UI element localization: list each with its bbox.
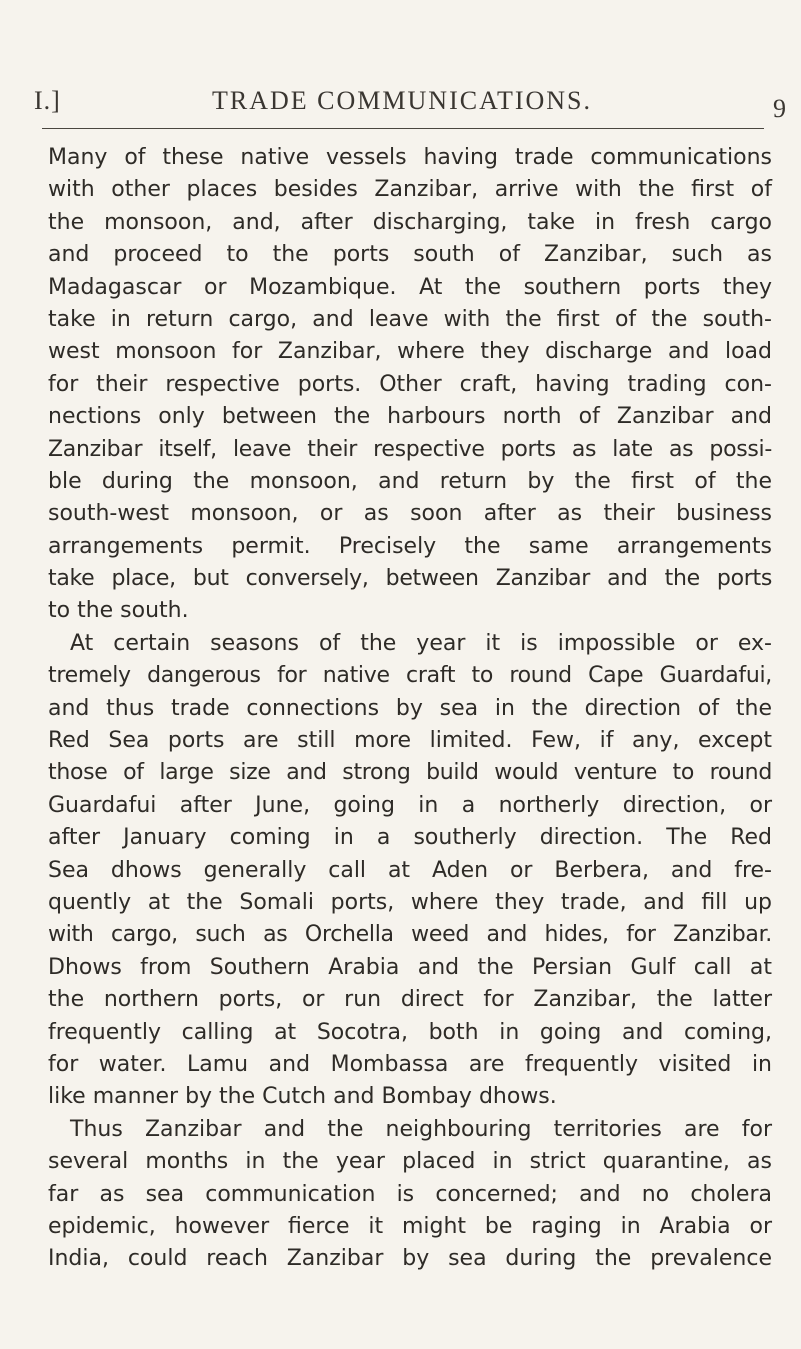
chapter-number: I.]	[34, 86, 61, 115]
text-line: Zanzibar itself, leave their respective ports as late as possi-	[48, 436, 772, 462]
text-line: far as sea communication is concerned; and no cholera	[48, 1181, 772, 1207]
text-line: like manner by the Cutch and Bombay dhows.	[48, 1084, 557, 1110]
text-line: At certain seasons of the year it is impossible or ex-	[70, 630, 772, 656]
text-line: Sea dhows generally call at Aden or Berbera, and fre-	[48, 857, 772, 883]
text-line: after January coming in a southerly direction. The Red	[48, 825, 772, 851]
text-line: Guardafui after June, going in a northerly direction, or	[48, 792, 772, 818]
text-line: and thus trade connections by sea in the direction of the	[48, 695, 772, 721]
text-line: Many of these native vessels having trade communications	[48, 145, 772, 170]
text-line: west monsoon for Zanzibar, where they discharge and load	[48, 339, 772, 365]
text-line: several months in the year placed in strict quarantine, as	[48, 1149, 772, 1175]
text-line: the monsoon, and, after discharging, take in fresh cargo	[48, 209, 772, 235]
text-line: Thus Zanzibar and the neighbouring territories are for	[70, 1116, 772, 1142]
text-line: nections only between the harbours north of Zanzibar and	[48, 404, 772, 430]
text-line: south-west monsoon, or as soon after as their business	[48, 501, 772, 527]
text-line: to the south.	[48, 598, 189, 624]
text-line: with other places besides Zanzibar, arrive with the first of	[48, 177, 772, 203]
text-line: for water. Lamu and Mombassa are frequently visited in	[48, 1051, 772, 1077]
text-line: Dhows from Southern Arabia and the Persian Gulf call at	[48, 954, 772, 980]
running-title: TRADE COMMUNICATIONS.	[212, 86, 593, 115]
running-head	[30, 86, 792, 126]
page-number: 9	[773, 94, 786, 123]
header-rule	[42, 128, 764, 129]
text-line: Red Sea ports are still more limited. Few, if any, except	[48, 728, 772, 754]
text-line: quently at the Somali ports, where they trade, and fill up	[48, 889, 772, 915]
text-line: take in return cargo, and leave with the first of the south-	[48, 306, 772, 332]
text-line: with cargo, such as Orchella weed and hides, for Zanzibar.	[48, 922, 772, 948]
text-line: for their respective ports. Other craft, having trading con-	[48, 371, 772, 397]
body-text	[48, 142, 772, 1276]
text-line: arrangements permit. Precisely the same arrangements	[48, 533, 772, 559]
text-line: ble during the monsoon, and return by the first of the	[48, 468, 772, 494]
text-line: India, could reach Zanzibar by sea during the prevalence	[48, 1246, 772, 1272]
text-line: epidemic, however fierce it might be raging in Arabia or	[48, 1213, 772, 1239]
text-line: frequently calling at Socotra, both in going and coming,	[48, 1019, 772, 1045]
text-line: tremely dangerous for native craft to round Cape Guardafui,	[48, 663, 772, 689]
text-line: the northern ports, or run direct for Zanzibar, the latter	[48, 987, 772, 1013]
text-line: and proceed to the ports south of Zanzibar, such as	[48, 242, 772, 268]
text-line: Madagascar or Mozambique. At the southern ports they	[48, 274, 772, 300]
text-line: those of large size and strong build would venture to round	[48, 760, 772, 786]
text-line: take place, but conversely, between Zanzibar and the ports	[48, 566, 772, 592]
